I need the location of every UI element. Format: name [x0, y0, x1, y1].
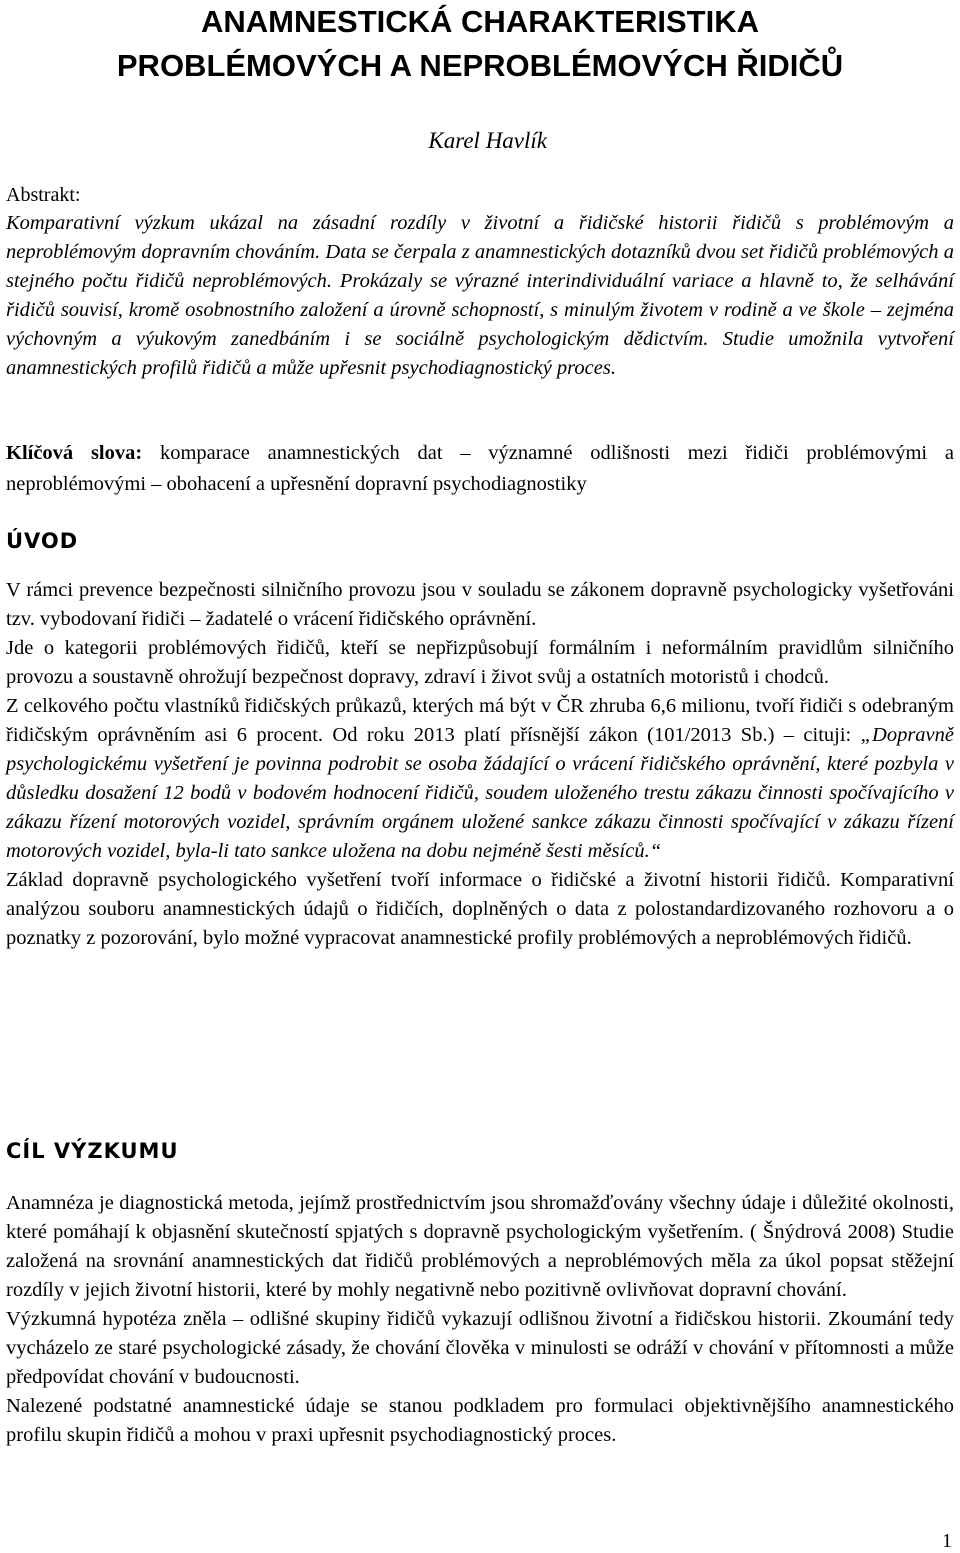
cil-paragraph-3: Nalezené podstatné anamnestické údaje se stanou podkladem pro formulaci objektivnějšího anamnestického profilu skupin řidičů a mohou v praxi upřesnit psychodiagnostický proces.: [6, 1395, 954, 1446]
page-number: 1: [942, 1530, 952, 1552]
section-heading-uvod: ÚVOD: [6, 529, 79, 553]
uvod-paragraph-1: V rámci prevence bezpečnosti silničního provozu jsou v souladu se zákonem dopravně psychologicky vyšetřováni tzv. vybodovaní řidiči – žadatelé o vrácení řidičského oprávnění.: [6, 579, 954, 630]
section-body-uvod: [6, 576, 954, 953]
keywords-text: komparace anamnestických dat – významné odlišnosti mezi řidiči problémovými a neproblémovými – obohacení a upřesnění dopravní psychodiagnostiky: [6, 442, 954, 495]
author-name: Karel Havlík: [428, 128, 547, 153]
uvod-paragraph-2: Jde o kategorii problémových řidičů, kteří se nepřizpůsobují formálním i neformálním pravidlům silničního provozu a soustavně ohrožují bezpečnost dopravy, zdraví i život svůj a ostatních motoristů i chodců.: [6, 637, 954, 688]
keywords-paragraph: [6, 438, 954, 500]
uvod-paragraph-4: Základ dopravně psychologického vyšetření tvoří informace o řidičské a životní historii řidičů. Komparativní analýzou souboru anamnestických údajů o řidičích, doplněných o data z polostandardizovaného rozhovoru a o poznatky z pozorování, bylo možné vypracovat anamnestické profily problémových a neproblémových řidičů.: [6, 869, 954, 949]
cil-paragraph-1: Anamnéza je diagnostická metoda, jejímž prostřednictvím jsou shromažďovány všechny údaje i důležité okolnosti, které pomáhají k objasnění skutečností spjatých s dopravně psychologickým vyšetřením. ( Šnýdrová 2008) Studie založená na srovnání anamnestických dat řidičů problémových a neproblémových měla za úkol popsat stěžejní rozdíly v jejich životní historii, které by mohly negativně nebo pozitivně ovlivňovat dopravní chování.: [6, 1192, 954, 1301]
section-heading-cil: CÍL VÝZKUMU: [6, 1139, 179, 1163]
uvod-paragraph-3-text: Z celkového počtu vlastníků řidičských průkazů, kterých má být v ČR zhruba 6,6 milionu, tvoří řidiči s odebraným řidičským oprávněním asi 6 procent. Od roku 2013 platí přísnější zákon (101/2013 Sb.) – cituji:: [6, 695, 954, 746]
cil-paragraph-2: Výzkumná hypotéza zněla – odlišné skupiny řidičů vykazují odlišnou životní a řidičskou historii. Zkoumání tedy vycházelo ze staré psychologické zásady, že chování člověka v minulosti se odráží v chování v přítomnosti a může předpovídat chování v budoucnosti.: [6, 1308, 954, 1388]
paper-title-line-2: PROBLÉMOVÝCH A NEPROBLÉMOVÝCH ŘIDIČŮ: [116, 48, 844, 83]
law-quote: „Dopravně psychologickému vyšetření je povinna podrobit se osoba žádající o vrácení řidičského oprávnění, které pozbyla v důsledku dosažení 12 bodů v bodovém hodnocení řidičů, soudem uloženého trestu zákazu činnosti spočívajícího v zákazu řízení motorových vozidel, správním orgánem uložené sankce zákazu činnosti spočívající v zákazu řízení motorových vozidel, byla-li tato sankce uložena na dobu nejméně šesti měsíců.“: [6, 724, 954, 862]
uvod-paragraph-3: [6, 692, 954, 866]
keywords-label: Klíčová slova:: [6, 442, 143, 464]
paper-title-line-1: ANAMNESTICKÁ CHARAKTERISTIKA: [201, 4, 759, 39]
section-body-cil: [6, 1189, 954, 1450]
abstract-text: Komparativní výzkum ukázal na zásadní rozdíly v životní a řidičské historii řidičů s problémovým a neproblémovým dopravním chováním. Data se čerpala z anamnestických dotazníků dvou set řidičů problémových a stejného počtu řidičů neproblémových. Prokázaly se výrazné interindividuální variace a hlavně to, že selhávání řidičů souvisí, kromě osobnostního založení a úrovně schopností, s minulým životem v rodině a ve škole – zejména výchovným a výukovým zanedbáním i se sociálně psychologickým dědictvím. Studie umožnila vytvoření anamnestických profilů řidičů a může upřesnit psychodiagnostický proces.: [6, 212, 954, 379]
abstract-label: Abstrakt:: [6, 184, 81, 206]
